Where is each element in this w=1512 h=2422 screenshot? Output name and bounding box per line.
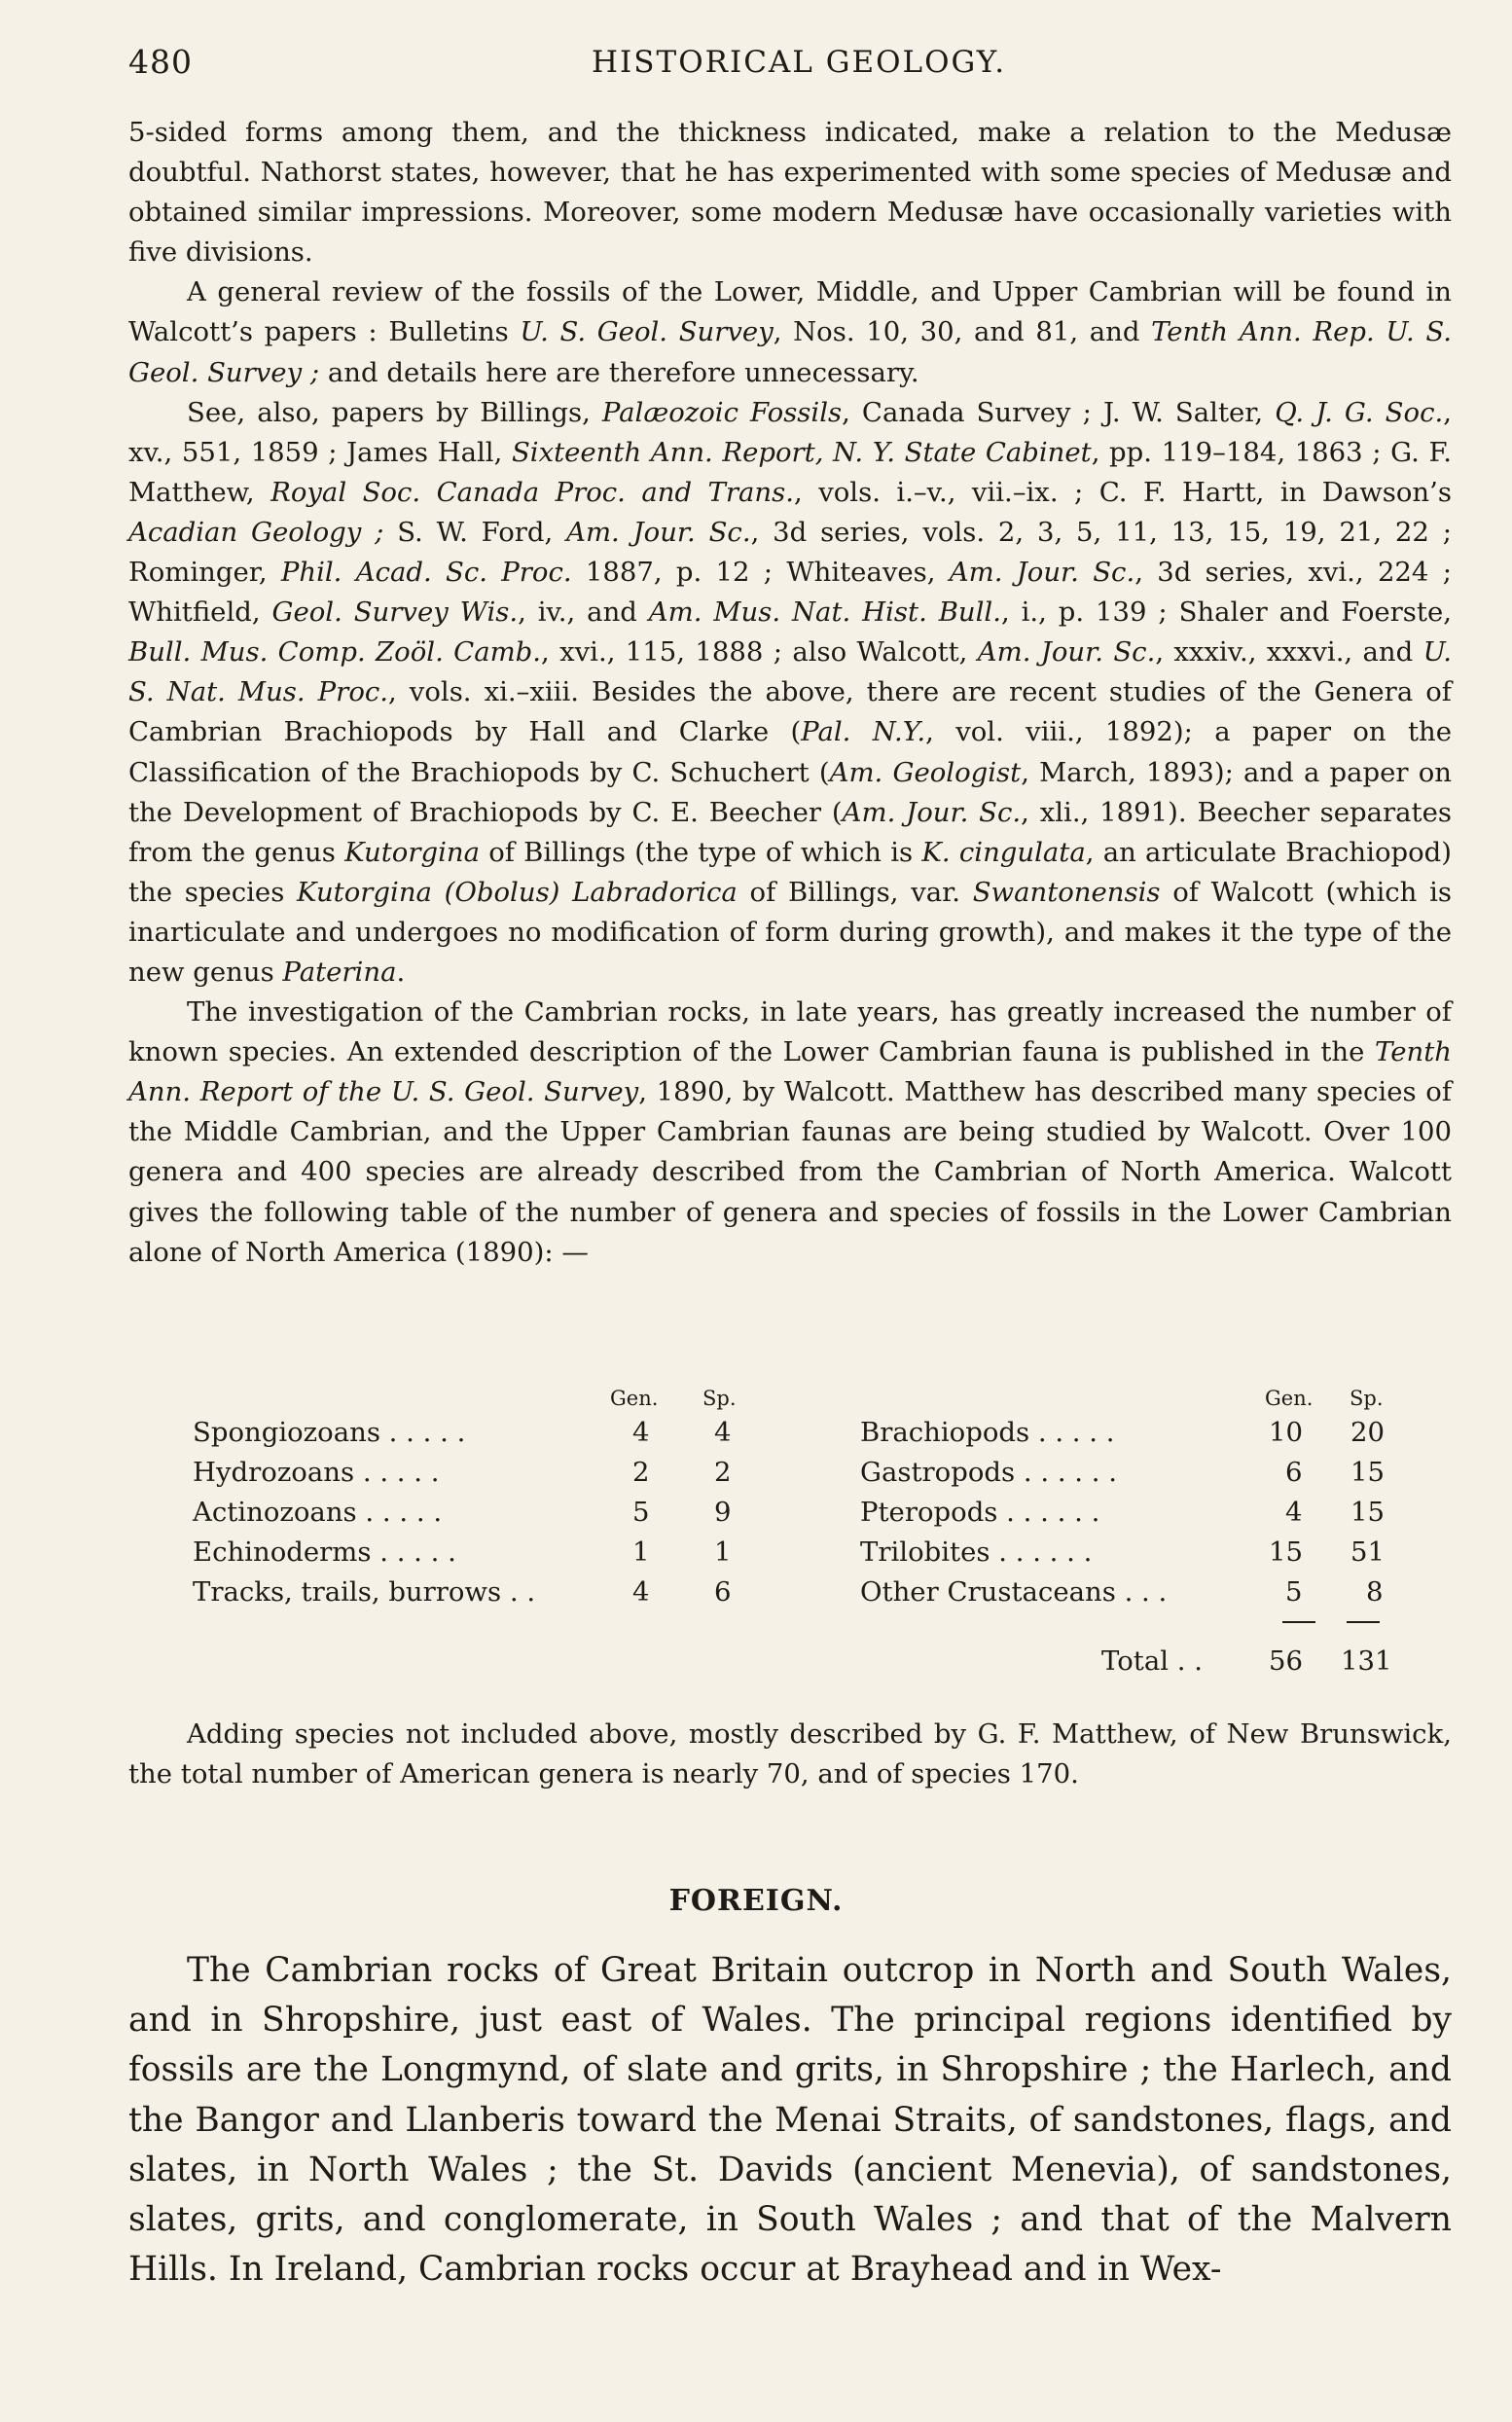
- leader-dots: . . . . .: [371, 1536, 456, 1568]
- page-number: 480: [128, 43, 193, 81]
- col-header-sp-right: Sp.: [1350, 1387, 1384, 1410]
- gen-value: 5: [1285, 1576, 1303, 1608]
- sp-value: 15: [1350, 1457, 1385, 1488]
- col-header-sp-left: Sp.: [702, 1387, 737, 1410]
- sp-value: 8: [1366, 1576, 1384, 1608]
- gen-value: 6: [1285, 1457, 1303, 1488]
- sp-value: 9: [714, 1497, 732, 1528]
- gen-value: 5: [632, 1497, 650, 1528]
- sp-value: 15: [1350, 1497, 1385, 1528]
- gen-value: 1: [632, 1536, 650, 1568]
- page-header: [128, 43, 1452, 91]
- gen-value: 4: [632, 1417, 650, 1448]
- row-name: Echinoderms: [193, 1536, 372, 1568]
- total-label: Total . .: [1101, 1645, 1203, 1677]
- leader-dots: . . .: [1115, 1576, 1168, 1608]
- row-name: Gastropods: [860, 1457, 1016, 1488]
- paragraph-foreign: The Cambrian rocks of Great Britain outcrop in North and South Wales, and in Shropshire, just east of Wales. The principal regions identified by fossils are the Longmynd, of slate and grits, in Shropshire ; the Harlech, and the Bangor and Llanberis toward the Menai Straits, of sandstones, flags, and slates, in North Wales ; the St. Davids (ancient Menevia), of sandstones, slates, grits, and conglomerate, in South Wales ; and that of the Malvern Hills. In Ireland, Cambrian rocks occur at Brayhead and in Wex-: [128, 1951, 1452, 2290]
- body-text-small: [128, 113, 1452, 1273]
- total-gen: 56: [1269, 1645, 1303, 1677]
- col-header-gen-right: Gen.: [1265, 1387, 1314, 1410]
- total-rule-sp: [1347, 1621, 1380, 1623]
- paragraph-investigation: The investigation of the Cambrian rocks, in late years, has greatly increased the number of known species. An extended description of the Lower Cambrian fauna is published in the Tenth Ann. Report of the U. S. Geol. Survey, 1890, by Walcott. Matthew has described many species of the Middle Cambrian, and the Upper Cambrian faunas are being studied by Walcott. Over 100 genera and 400 species are already described from the Cambrian of North America. Walcott gives the following table of the number of genera and species of fossils in the Lower Cambrian alone of North America (1890): —: [128, 996, 1452, 1268]
- paragraph-adding-species: Adding species not included above, mostly described by G. F. Matthew, of New Brunswick, the total number of American genera is nearly 70, and of species 170.: [128, 1718, 1452, 1790]
- gen-value: 10: [1269, 1417, 1303, 1448]
- leader-dots: . . . . .: [354, 1457, 440, 1488]
- gen-value: 4: [1285, 1497, 1303, 1528]
- row-name: Actinozoans: [193, 1497, 357, 1528]
- paragraph-continued: 5-sided forms among them, and the thickness indicated, make a relation to the Medusæ doubtful. Nathorst states, however, that he has experimented with some species of Medusæ and obtained similar impressions. Moreover, some modern Medusæ have occasionally varieties with five divisions.: [128, 117, 1452, 269]
- body-text-after-table: [128, 1715, 1452, 1794]
- row-name: Trilobites: [860, 1536, 990, 1568]
- paragraph-references: See, also, papers by Billings, Palæozoic Fossils, Canada Survey ; J. W. Salter, Q. J. G. Soc., xv., 551, 1859 ; James Hall, Sixteenth Ann. Report, N. Y. State Cabinet, pp. 119–184, 1863 ; G. F. Matthew, Royal Soc. Canada Proc. and Trans., vols. i.–v., vii.–ix. ; C. F. Hartt, in Dawson’s Acadian Geology ; S. W. Ford, Am. Jour. Sc., 3d series, vols. 2, 3, 5, 11, 13, 15, 19, 21, 22 ; Rominger, Phil. Acad. Sc. Proc. 1887, p. 12 ; Whiteaves, Am. Jour. Sc., 3d series, xvi., 224 ; Whitfield, Geol. Survey Wis., iv., and Am. Mus. Nat. Hist. Bull., i., p. 139 ; Shaler and Foerste, Bull. Mus. Comp. Zoöl. Camb., xvi., 115, 1888 ; also Walcott, Am. Jour. Sc., xxxiv., xxxvi., and U. S. Nat. Mus. Proc., vols. xi.–xiii. Besides the above, there are recent studies of the Genera of Cambrian Brachiopods by Hall and Clarke (Pal. N.Y., vol. viii., 1892); a paper on the Classification of the Brachiopods by C. Schuchert (Am. Geologist, March, 1893); and a paper on the Development of Brachiopods by C. E. Beecher (Am. Jour. Sc., xli., 1891). Beecher separates from the genus Kutorgina of Billings (the type of which is K. cingulata, an articulate Brachiopod) the species Kutorgina (Obolus) Labradorica of Billings, var. Swantonensis of Walcott (which is inarticulate and undergoes no modification of form during growth), and makes it the type of the new genus Paterina.: [128, 396, 1453, 988]
- paragraph-walcott-review: A general review of the fossils of the Lower, Middle, and Upper Cambrian will be found in Walcott’s papers : Bulletins U. S. Geol. Survey, Nos. 10, 30, and 81, and Tenth Ann. Rep. U. S. Geol. Survey ; and details here are therefore unnecessary.: [128, 276, 1452, 388]
- total-rule-gen: [1282, 1621, 1315, 1623]
- sp-value: 6: [714, 1576, 732, 1608]
- col-header-gen-left: Gen.: [610, 1387, 659, 1410]
- leader-dots: . . . . . .: [997, 1497, 1100, 1528]
- leader-dots: . . . . . .: [990, 1536, 1093, 1568]
- fossil-count-table: [128, 1387, 1452, 1698]
- running-title: HISTORICAL GEOLOGY.: [592, 45, 1007, 80]
- row-name: Pteropods: [860, 1497, 998, 1528]
- leader-dots: . . . . . .: [1015, 1457, 1118, 1488]
- leader-dots: . .: [501, 1576, 536, 1608]
- row-name: Other Crustaceans: [860, 1576, 1116, 1608]
- leader-dots: . . . . .: [379, 1417, 466, 1448]
- sp-value: 4: [714, 1417, 732, 1448]
- body-text-large: [128, 1946, 1452, 2295]
- leader-dots: . . . . .: [1029, 1417, 1115, 1448]
- row-name: Hydrozoans: [193, 1457, 355, 1488]
- sp-value: 2: [714, 1457, 732, 1488]
- row-name: Spongiozoans: [193, 1417, 380, 1448]
- section-heading: FOREIGN.: [668, 1884, 844, 1918]
- row-name: Brachiopods: [860, 1417, 1030, 1448]
- total-sp: 131: [1341, 1645, 1392, 1677]
- sp-value: 1: [714, 1536, 732, 1568]
- sp-value: 51: [1350, 1536, 1385, 1568]
- leader-dots: . . . . .: [356, 1497, 443, 1528]
- row-name: Tracks, trails, burrows: [193, 1576, 502, 1608]
- gen-value: 4: [632, 1576, 650, 1608]
- gen-value: 15: [1269, 1536, 1303, 1568]
- sp-value: 20: [1350, 1417, 1385, 1448]
- gen-value: 2: [632, 1457, 650, 1488]
